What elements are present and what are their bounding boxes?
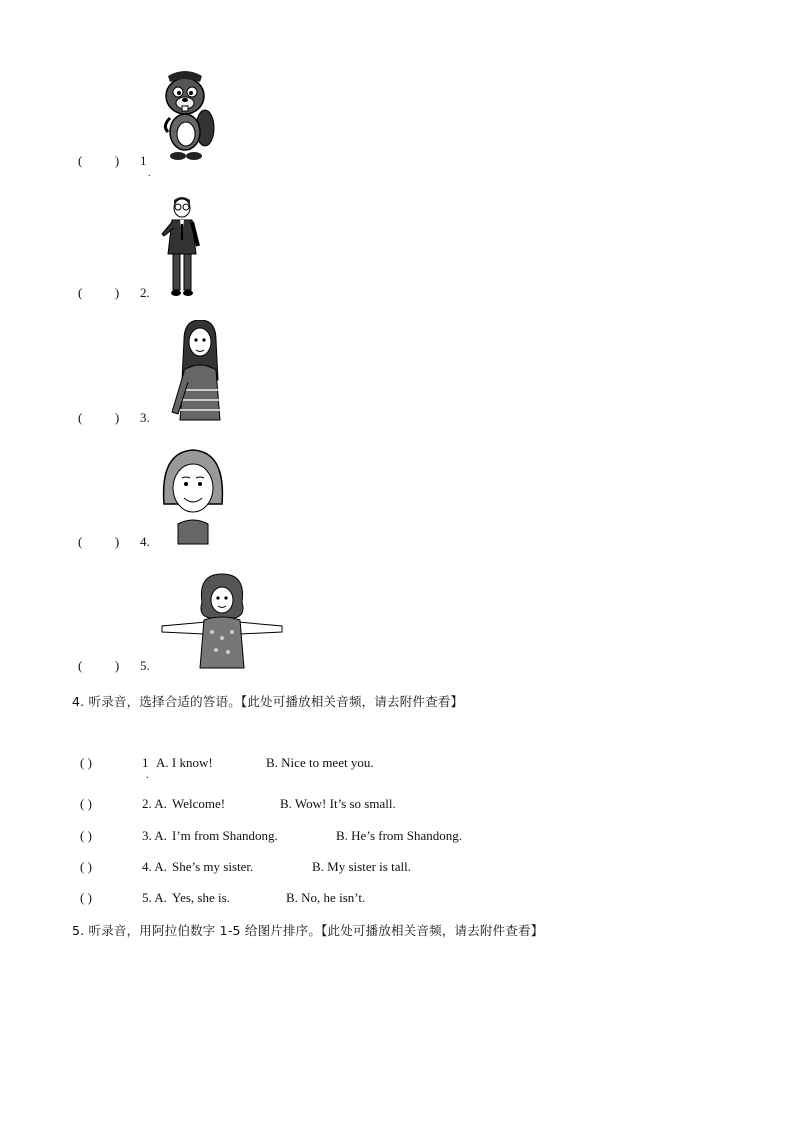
item-number: 4. [140,534,150,549]
item-number: 1 [140,153,147,168]
beaver-cartoon-image [158,66,216,164]
question-number: 2. A. [142,796,167,811]
answer-blank[interactable]: ( ) [80,828,92,843]
answer-blank[interactable]: ( ) [80,859,92,874]
answer-blank[interactable]: ( ) [80,890,92,905]
option-a: I’m from Shandong. [172,828,278,843]
item-number: 2. [140,285,150,300]
option-a: Yes, she is. [172,890,230,905]
option-b: B. My sister is tall. [312,859,411,874]
answer-blank[interactable]: ( ) [78,658,120,673]
option-a: Welcome! [172,796,226,811]
option-b: B. Wow! It’s so small. [280,796,396,811]
option-a: A. I know! [156,755,213,770]
question-number: 1 [142,755,149,770]
item-number: 5. [140,658,150,673]
option-b: B. No, he isn’t. [286,890,366,905]
answer-blank[interactable]: ( ) [80,796,92,811]
man-with-glasses-image [160,194,204,298]
option-a: She’s my sister. [172,859,254,874]
section-5-heading: 5. 听录音，用阿拉伯数字 1-5 给图片排序。【此处可播放相关音频，请去附件查看】 [72,923,544,938]
question-row-5 [80,890,365,906]
girl-arms-wide-image [158,572,286,670]
long-haired-woman-image [170,320,226,422]
question-row-1 [80,755,374,771]
item-number: 3. [140,410,150,425]
answer-blank[interactable]: ( ) [78,285,120,300]
answer-blank[interactable]: ( ) [78,534,120,549]
answer-blank[interactable]: ( ) [80,755,92,770]
option-b: B. Nice to meet you. [266,755,374,770]
question-number: 3. A. [142,828,167,843]
question-row-3 [80,828,462,844]
question-number: 4. A. [142,859,167,874]
question-row-2 [80,796,396,812]
question-number: 5. A. [142,890,167,905]
section-4-heading: 4. 听录音，选择合适的答语。【此处可播放相关音频，请去附件查看】 [72,694,464,709]
answer-blank[interactable]: ( ) [78,410,120,425]
answer-blank[interactable]: ( ) [78,153,120,168]
option-b: B. He’s from Shandong. [336,828,463,843]
question-row-4 [80,859,411,875]
grandmother-face-image [160,448,226,546]
